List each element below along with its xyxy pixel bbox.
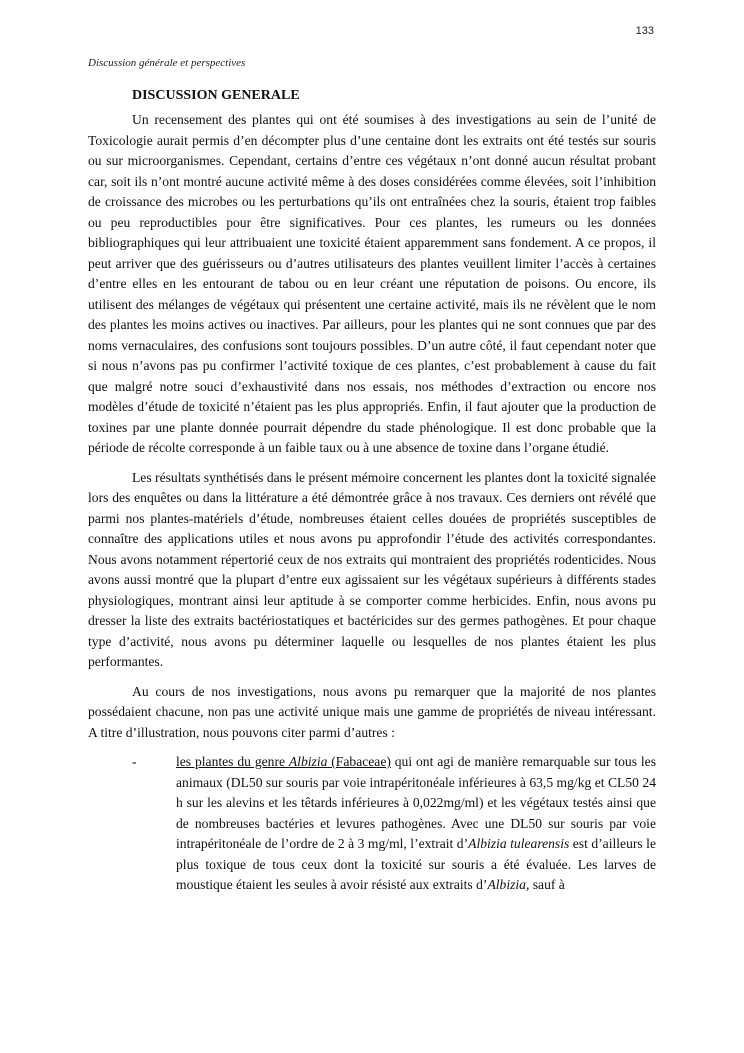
paragraph-3: Au cours de nos investigations, nous avons pu remarquer que la majorité de nos plantes possédaient chacune, non pas une activité unique mais une gamme de propriétés de niveau intéressant. A titre d’illustration, nous pouvons citer parmi d’autres : (88, 683, 656, 740)
genus-name-2: Albizia, (487, 877, 530, 892)
page-number: 133 (635, 25, 654, 37)
genus-name: Albizia (288, 754, 328, 769)
species-name: Albizia tulearensis (468, 836, 570, 851)
list-bullet: - (132, 754, 137, 769)
running-header: Discussion générale et perspectives (88, 57, 246, 69)
heading-prefix: les plantes du genre (176, 754, 289, 769)
list-item (132, 752, 656, 896)
family-name: (Fabaceae) (327, 754, 391, 769)
paragraph-1: Un recensement des plantes qui ont été soumises à des investigations au sein de l’unité de Toxicologie aurait permis d’en décompter plus d’une centaine dont les extraits ont été testés sur souris ou sur microorganismes. Cependant, certains d’entre ces végétaux n’ont donné aucun résultat probant car, soit ils n’ont montré aucune activité même à des doses considérées comme élevées, soit l’inhibition de croissance des microbes ou les perturbations qu’ils ont entraînées chez la souris, étaient trop faibles ou peu reproductibles pour être significatives. Pour ces plantes, les rumeurs ou les données bibliographiques qui leur attribuaient une toxicité étaient apparemment sans fondement. A ce propos, il peut arriver que des guérisseurs ou d’autres utilisateurs des plantes veuillent limiter l’accès à certaines d’entre elles en les entourant de tabou ou en leur créant une réputation de poisons. Ou encore, ils utilisent des mélanges de végétaux qui présentent une certaine activité, mais ils ne révèlent que le nom des plantes les moins actives ou inactives. Par ailleurs, pour les plantes qui ne sont connues que par des noms vernaculaires, des confusions sont toujours possibles. D’un autre côté, il faut cependant noter que si nous n’avons pas pu confirmer l’activité toxique de ces plantes, c’est probablement à cause du fait que malgré notre souci d’exhaustivité dans nos essais, nos méthodes d’extraction ou encore nos modèles d’étude de toxicité n’étaient pas les plus appropriés. Enfin, il faut ajouter que la production de toxines par une plante donnée pourrait dépendre du stade phénologique. Il est donc probable que la période de récolte corresponde à un faible taux ou à une absence de toxine dans l’organe étudié. (88, 112, 656, 455)
paragraph-2: Les résultats synthétisés dans le présent mémoire concernent les plantes dont la toxicité signalée lors des enquêtes ou dans la littérature a été démontrée grâce à nos travaux. Ces derniers ont révélé que parmi nos plantes-matériels d’étude, nombreuses étaient celles douées de propriétés susceptibles de connaître des applications utiles et nous avons pu approfondir l’étude des activités correspondantes. Nous avons notamment répertorié ceux de nos extraits qui montraient des propriétés rodenticides. Nous avons aussi montré que la plupart d’entre eux agissaient sur les végétaux supérieurs à différents stades physiologiques, montrant ainsi leur aptitude à se comporter comme herbicides. Enfin, nous avons pu dresser la liste des extraits bactériostatiques et bactéricides sur des germes pathogènes. Et pour chaque type d’activité, nous avons pu déterminer laquelle ou lesquelles de nos plantes étaient les plus performantes. (88, 469, 656, 669)
example-list (88, 752, 656, 896)
list-item-text-3: sauf à (529, 877, 565, 892)
list-item-text-2: est d’ailleurs le plus toxique de tous ceux dont la toxicité sur souris a été évaluée. Les larves de moustique étaient les seules à avoir résisté aux extraits d’ (176, 836, 656, 892)
list-item-text-1: qui ont agi de manière remarquable sur tous les animaux (DL50 sur souris par voie intrapéritonéale inférieures à 63,5 mg/kg et CL50 24 h sur les alevins et les têtards inférieures à 0,022mg/ml) et les végétaux testés ainsi que de nombreuses bactéries et levures pathogènes. Avec une DL50 sur souris par voie intrapéritonéale de l’ordre de 2 à 3 mg/ml, l’extrait d’ (176, 754, 656, 851)
list-item-heading (176, 754, 391, 769)
section-title: DISCUSSION GENERALE (132, 88, 300, 103)
body-text (88, 86, 656, 896)
